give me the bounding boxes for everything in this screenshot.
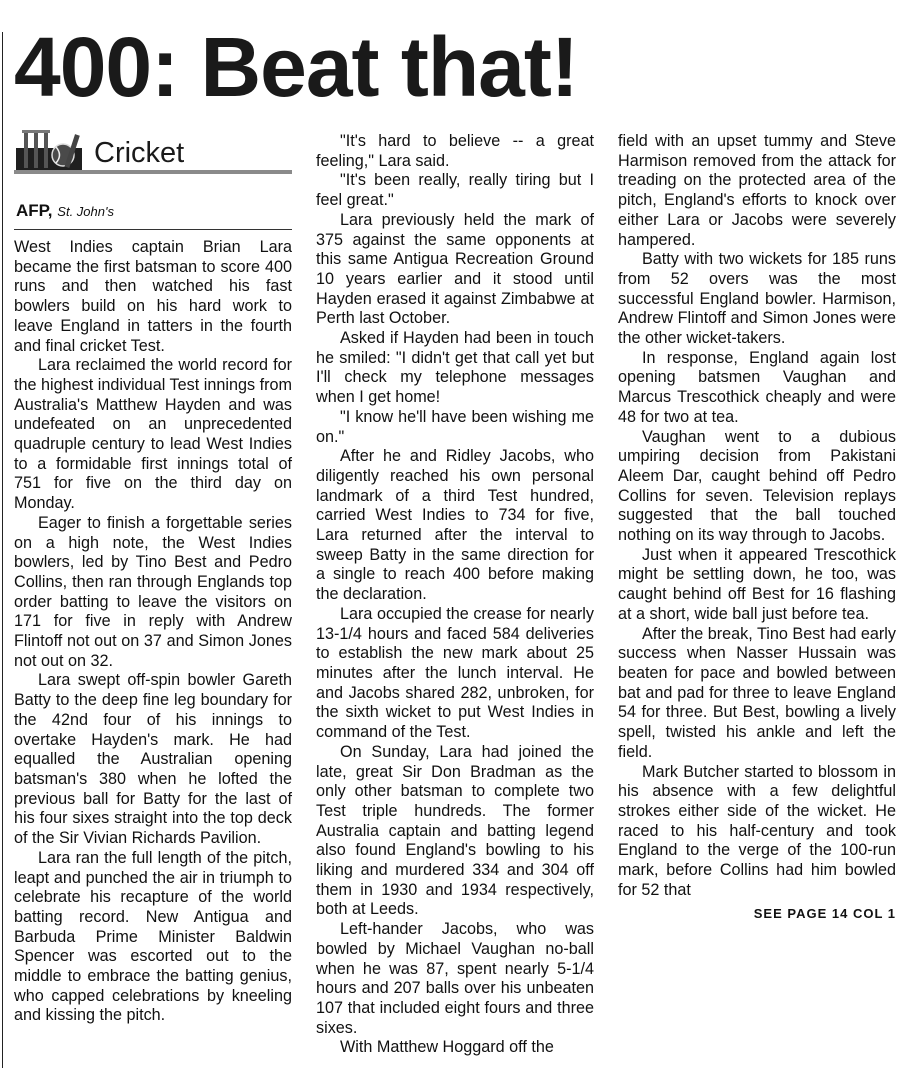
- article-column-1: [14, 238, 292, 1026]
- byline-divider: [14, 229, 292, 230]
- article-paragraph: Lara ran the full length of the pitch, leapt and punched the air in triumph to celebrate his recapture of the world batting record. New Antigua and Barbuda Prime Minister Baldwin Spencer was escorted out to the middle to embrace the batting genius, who capped celebrations by kneeling and kissing the pitch.: [14, 848, 292, 1025]
- article-paragraph: After he and Ridley Jacobs, who diligently reached his own personal landmark of a third Test hundred, carried West Indies to 734 for five, Lara returned after the interval to sweep Batty in the same direction for a single to reach 400 before making the declaration.: [316, 447, 594, 604]
- article-paragraph: Left-hander Jacobs, who was bowled by Michael Vaughan no-ball when he was 87, spent nearly 5-1/4 hours and 207 balls over his unbeaten 107 that included eight fours and three sixes.: [316, 920, 594, 1037]
- byline-agency: AFP,: [16, 201, 53, 220]
- cricket-stumps-icon: [16, 130, 88, 172]
- byline: [16, 200, 114, 223]
- article-column-2: [316, 132, 594, 1058]
- section-label: Cricket: [94, 137, 185, 169]
- article-paragraph: Just when it appeared Trescothick might be settling down, he too, was caught behind off Best for 16 flashing at a short, wide ball just before tea.: [618, 545, 896, 623]
- article-paragraph: Mark Butcher started to blossom in his absence with a few delightful strokes either side of the wicket. He raced to his half-century and took England to the verge of the 100-run mark, before Collins had him bowled for 52 that: [618, 762, 896, 899]
- article-paragraph: "It's been really, really tiring but I feel great.": [316, 171, 594, 210]
- headline: 400: Beat that!: [14, 20, 578, 114]
- article-paragraph: "It's hard to believe -- a great feeling," Lara said.: [316, 132, 594, 170]
- column-rule: [2, 32, 3, 1068]
- byline-dateline: St. John's: [57, 204, 114, 219]
- article-paragraph: field with an upset tummy and Steve Harmison removed from the attack for treading on the protected area of the pitch, England's efforts to knock over either Lara or Jacobs were severely hampered.: [618, 132, 896, 249]
- article-paragraph: On Sunday, Lara had joined the late, great Sir Don Bradman as the only other batsman to complete two Test triple hundreds. The former Australia captain and batting legend also found England's bowling to his liking and murdered 334 and 304 off them in 1930 and 1934 respectively, both at Leeds.: [316, 742, 594, 919]
- article-paragraph: After the break, Tino Best had early success when Nasser Hussain was beaten for pace and bowled between bat and pad for three to leave England 54 for three. But Best, bowling a lively spell, twisted his ankle and left the field.: [618, 624, 896, 761]
- article-paragraph: Eager to finish a forgettable series on a high note, the West Indies bowlers, led by Tino Best and Pedro Collins, then ran through Englands top order batting to leave the visitors on 171 for five in reply with Andrew Flintoff not out on 37 and Simon Jones not out on 32.: [14, 513, 292, 670]
- article-paragraph: Lara reclaimed the world record for the highest individual Test innings from Australia's Matthew Hayden and was undefeated on an unprecedented quadruple century to lead West Indies to a formidable first innings total of 751 for five on the third day on Monday.: [14, 356, 292, 513]
- section-kicker: [14, 130, 292, 174]
- article-paragraph: Lara previously held the mark of 375 against the same opponents at this same Antigua Recreation Ground 10 years earlier and it stood until Hayden erased it against Zimbabwe at Perth last October.: [316, 210, 594, 328]
- jump-line[interactable]: SEE PAGE 14 COL 1: [753, 906, 896, 922]
- article-paragraph: Asked if Hayden had been in touch he smiled: "I didn't get that call yet but I'll check my telephone messages when I get home!: [316, 329, 594, 407]
- article-paragraph: Vaughan went to a dubious umpiring decision from Pakistani Aleem Dar, caught behind off Pedro Collins for seven. Television replays suggested that the ball touched nothing on its way through to Jacobs.: [618, 427, 896, 545]
- article-paragraph: West Indies captain Brian Lara became the first batsman to score 400 runs and then watched his fast bowlers build on his hard work to leave England in tatters in the fourth and final cricket Test.: [14, 238, 292, 355]
- article-paragraph: With Matthew Hoggard off the: [340, 1038, 554, 1057]
- article-paragraph: In response, England again lost opening batsmen Vaughan and Marcus Trescothick cheaply and were 48 for two at tea.: [618, 348, 896, 426]
- article-column-3: [618, 132, 896, 924]
- article-paragraph: Batty with two wickets for 185 runs from 52 overs was the most successful England bowler. Harmison, Andrew Flintoff and Simon Jones were the other wicket-takers.: [618, 250, 896, 348]
- article-paragraph: Lara swept off-spin bowler Gareth Batty to the deep fine leg boundary for the 42nd four of his innings to overtake Hayden's mark. He had equalled the Australian opening batsman's 380 when he lofted the previous ball for Batty for the last of his four sixes straight into the top deck of the Sir Vivian Richards Pavilion.: [14, 671, 292, 848]
- article-paragraph: Lara occupied the crease for nearly 13-1/4 hours and faced 584 deliveries to establish the new mark about 25 minutes after the lunch interval. He and Jacobs shared 282, unbroken, for the sixth wicket to put West Indies in command of the Test.: [316, 604, 594, 742]
- section-underline: [14, 170, 292, 174]
- article-paragraph: "I know he'll have been wishing me on.": [316, 407, 594, 446]
